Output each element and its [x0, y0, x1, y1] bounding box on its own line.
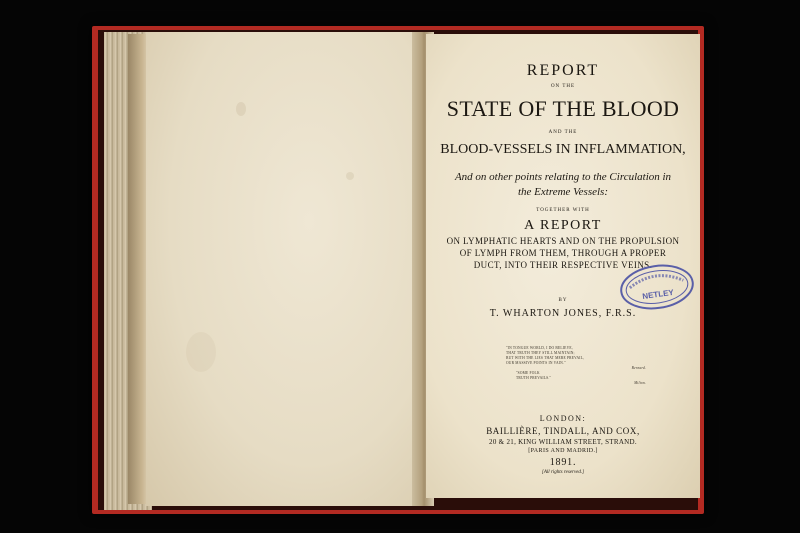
and-the-text: AND THE — [548, 130, 578, 135]
library-stamp — [618, 262, 696, 312]
publisher-address: 20 & 21, KING WILLIAM STREET, STRAND. — [489, 438, 637, 446]
author-name: T. WHARTON JONES, F.R.S. — [489, 308, 637, 319]
other-points-line1: And on other points relating to the Circulation in — [454, 171, 672, 183]
lymph-line1: ON LYMPHATIC HEARTS AND ON THE PROPULSION — [446, 236, 680, 246]
imprint-city: LONDON: — [539, 414, 587, 423]
lymph-line2: OF LYMPH FROM THEM, THROUGH A PROPER — [459, 248, 667, 258]
epigraph-line: BUT WITH THE LIES THAT MERE PREVAIL, — [506, 356, 585, 360]
by-text: BY — [558, 298, 568, 303]
publisher-branches: [PARIS AND MADRID.] — [528, 448, 598, 454]
epigraph-line: THAT TRUTH THEY STILL MAINTAIN; — [506, 351, 575, 355]
epigraph-attribution: Milton. — [634, 381, 646, 385]
epigraph-line: OUR MASSIVE POINTS IN VAIN." — [506, 361, 566, 365]
epigraph-line: "IN TONGUE WORLD, I DO BELIEVE, — [506, 346, 573, 350]
subtitle: BLOOD-VESSELS IN INFLAMMATION, — [440, 142, 686, 157]
publisher-name: BAILLIÈRE, TINDALL, AND COX, — [486, 426, 640, 436]
epigraph-line: "SOME FOLK — [516, 371, 540, 375]
stamp-text: NETLEY — [641, 287, 675, 302]
left-blank-page — [146, 32, 418, 506]
publication-year: 1891. — [549, 457, 577, 468]
epigraph-line: TRUTH PREVAILS." — [516, 376, 552, 380]
foxing-spot — [346, 172, 354, 180]
second-report-heading: A REPORT — [524, 218, 602, 233]
epigraph — [506, 346, 646, 386]
other-points-line2: the Extreme Vessels: — [517, 186, 608, 198]
on-the-text: ON THE — [550, 84, 576, 89]
foxing-spot — [236, 102, 246, 116]
epigraph-attribution: Bernard. — [631, 366, 646, 370]
together-with-text: TOGETHER WITH — [536, 208, 590, 213]
lymph-line3: DUCT, INTO THEIR RESPECTIVE VEINS. — [473, 260, 653, 270]
rights-notice: [All rights reserved.] — [541, 470, 585, 475]
report-heading: REPORT — [526, 62, 600, 79]
main-title: STATE OF THE BLOOD — [446, 96, 680, 121]
foxing-spot — [186, 332, 216, 372]
